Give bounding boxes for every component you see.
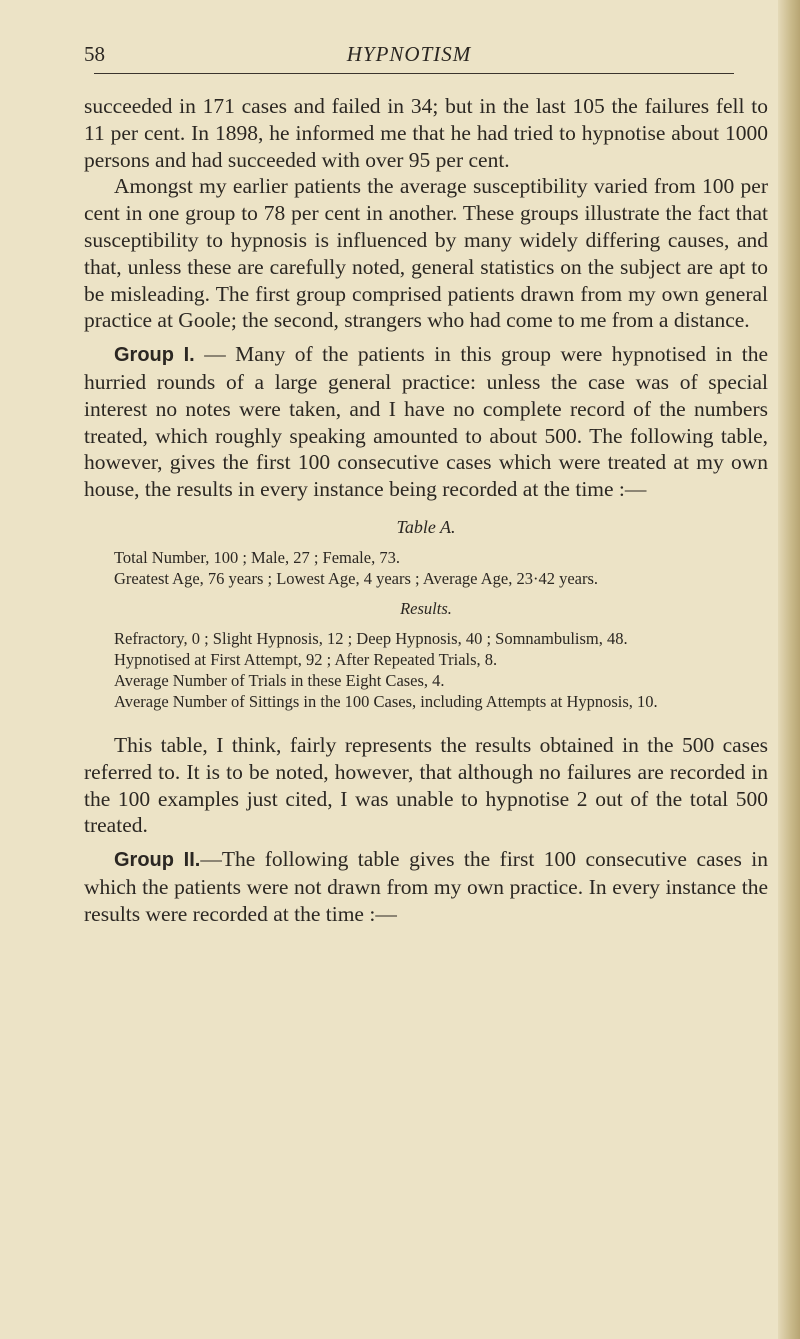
- paragraph-table-remarks: This table, I think, fairly represents the results obtained in the 500 cases referred to. It is to be noted, however, that although no failures are recorded in the 100 examples just cited, I was unable to hypnotise 2 out of the total 500 treated.: [84, 732, 768, 838]
- table-a-totals: Total Number, 100 ; Male, 27 ; Female, 73.: [114, 547, 400, 567]
- result-first-attempt: Hypnotised at First Attempt, 92 ; After Repeated Trials, 8.: [114, 649, 498, 669]
- result-average-sittings: Average Number of Sittings in the 100 Cases, including Attempts at Hypnosis, 10.: [114, 691, 658, 711]
- paragraph-group-one: [84, 341, 768, 503]
- page-number: 58: [84, 42, 105, 66]
- running-title: HYPNOTISM: [346, 42, 472, 66]
- results-caption: Results.: [400, 598, 452, 618]
- group-two-text: —The following table gives the first 100 consecutive cases in which the patients were not drawn from my own practice. In every instance the results were recorded at the time :—: [84, 847, 769, 926]
- header-rule: [94, 73, 734, 74]
- page-header: [84, 38, 734, 78]
- result-hypnosis-depth: Refractory, 0 ; Slight Hypnosis, 12 ; Deep Hypnosis, 40 ; Somnambulism, 48.: [114, 628, 628, 648]
- group-one-heading: Group I.: [114, 344, 195, 367]
- table-a-ages: Greatest Age, 76 years ; Lowest Age, 4 years ; Average Age, 23·42 years.: [114, 568, 599, 588]
- table-a-caption: Table A.: [396, 516, 456, 537]
- result-average-trials: Average Number of Trials in these Eight Cases, 4.: [114, 670, 445, 690]
- group-one-text: — Many of the patients in this group were hypnotised in the hurried rounds of a large general practice: unless the case was of special interest no notes were taken, and I have no complete record of the numbers treated, which roughly speaking amounted to about 500. The following table, however, gives the first 100 consecutive cases which were treated at my own house, the results in every instance being recorded at the time :—: [84, 342, 768, 502]
- paragraph-susceptibility: Amongst my earlier patients the average susceptibility varied from 100 per cent in one group to 78 per cent in another. These groups illustrate the fact that susceptibility to hypnosis is influenced by many widely differing causes, and that, unless these are carefully noted, general statistics on the subject are apt to be misleading. The first group comprised patients drawn from my own general practice at Goole; the second, strangers who had come to me from a distance.: [84, 174, 768, 333]
- page-body: [84, 93, 768, 928]
- paragraph-continuation: succeeded in 171 cases and failed in 34; but in the last 105 the failures fell to 11 per cent. In 1898, he informed me that he had tried to hypnotise about 1000 persons and had succeeded with over 95 per cent.: [84, 94, 768, 172]
- paragraph-group-two: [84, 846, 768, 927]
- group-two-heading: Group II.: [114, 849, 201, 872]
- table-a: [84, 517, 768, 712]
- page-edge: [778, 0, 800, 1339]
